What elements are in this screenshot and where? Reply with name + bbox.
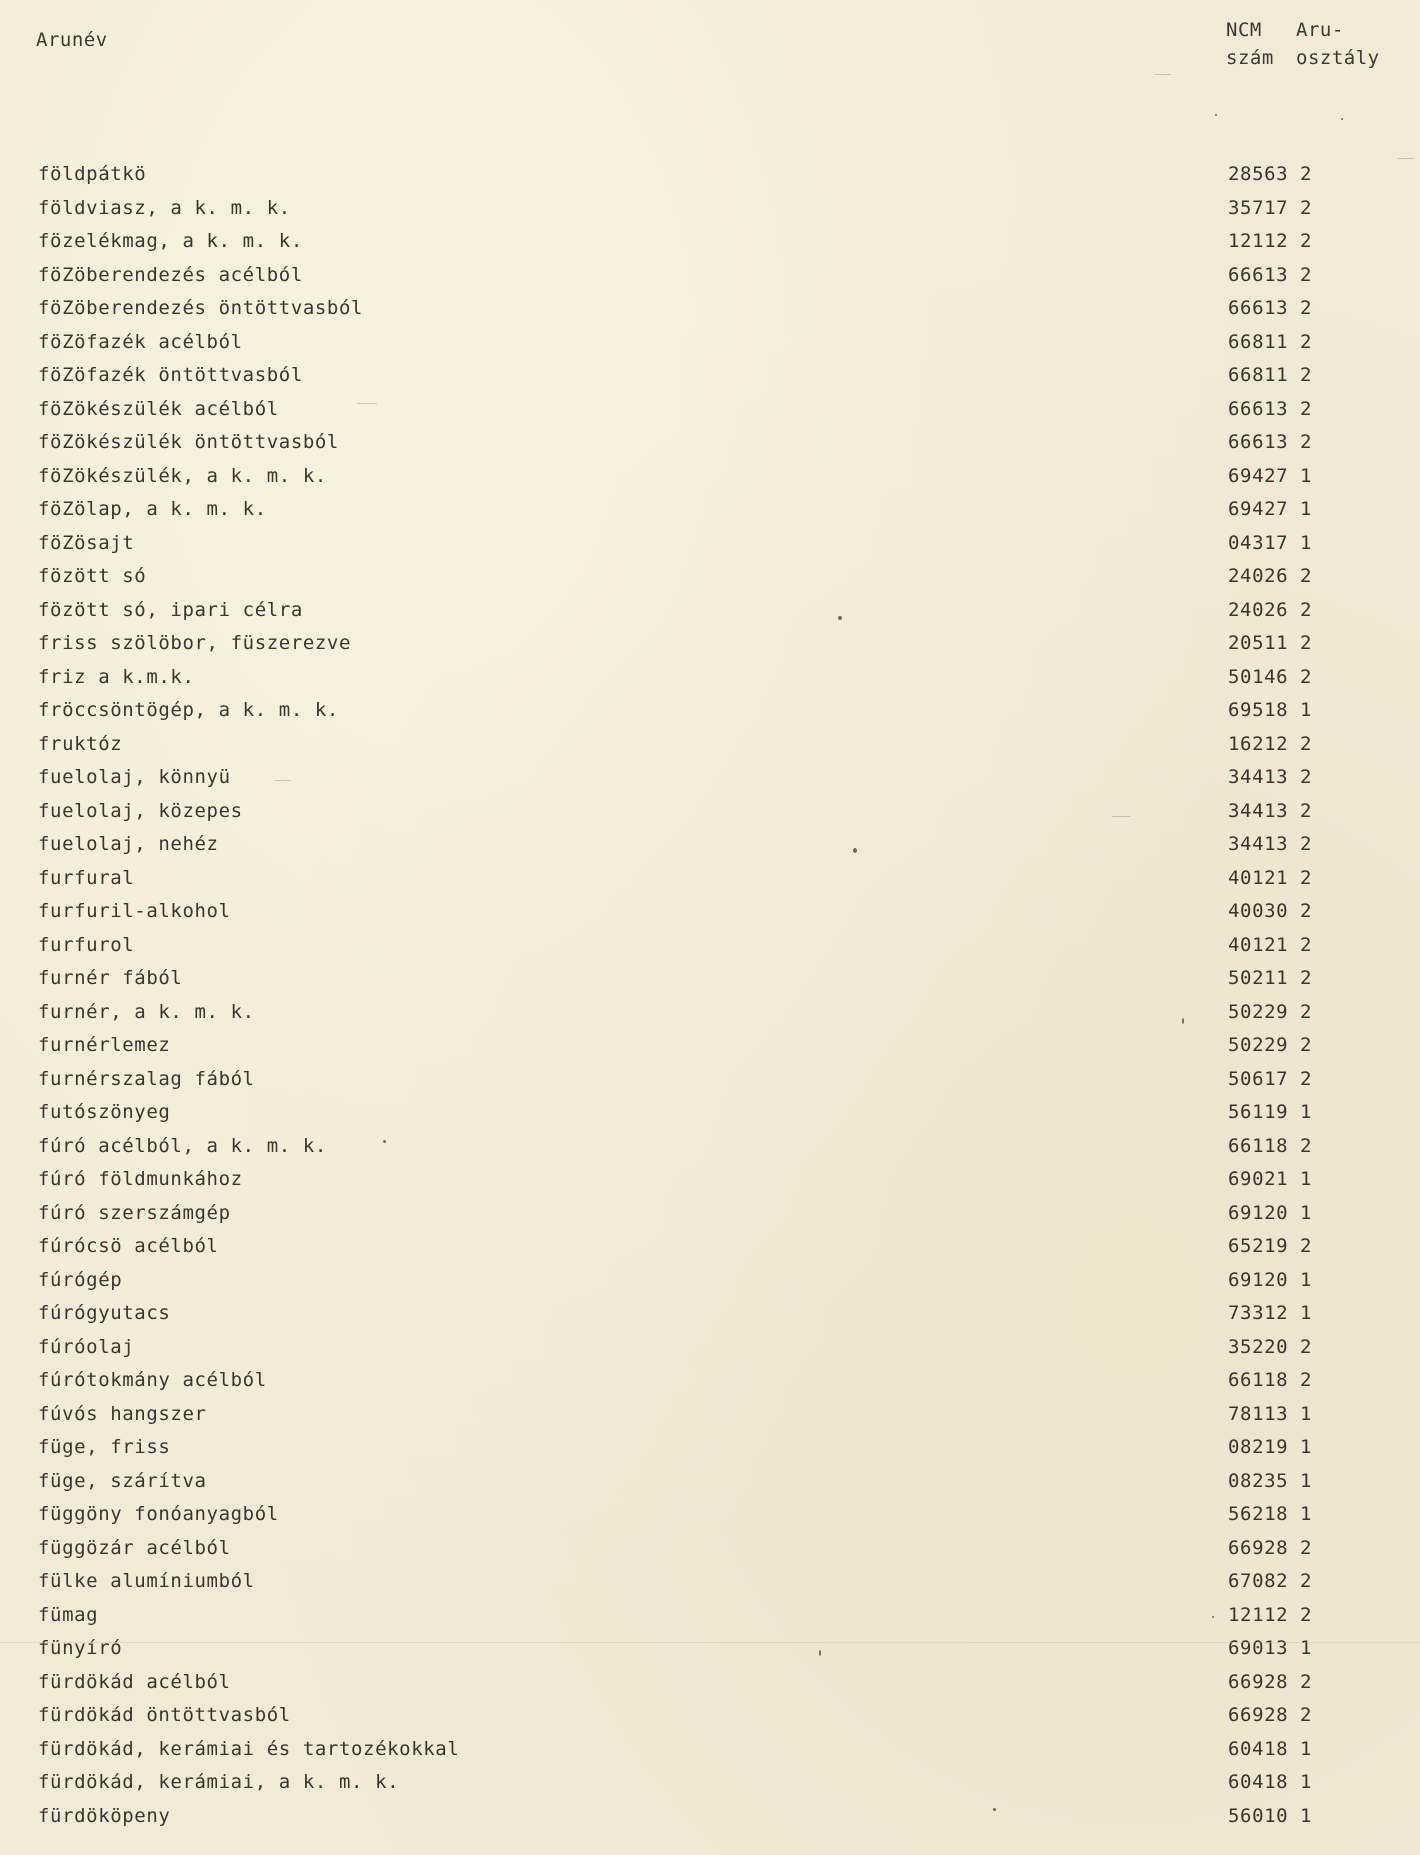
ncm-number: 66811 bbox=[1228, 364, 1289, 386]
table-row bbox=[0, 1498, 1420, 1532]
product-class: 1 bbox=[1300, 1302, 1313, 1324]
ncm-number: 66613 bbox=[1228, 397, 1289, 420]
ncm-number: 04317 bbox=[1228, 531, 1289, 554]
ncm-number: 20511 bbox=[1228, 632, 1289, 654]
product-class: 2 bbox=[1300, 565, 1313, 587]
product-name: füge, szárítva bbox=[38, 1469, 207, 1492]
product-class: 2 bbox=[1300, 833, 1313, 855]
ncm-number: 12112 bbox=[1228, 1603, 1289, 1626]
scan-smudge bbox=[1155, 74, 1171, 75]
product-name: fürdökád, kerámiai és tartozékokkal bbox=[38, 1737, 460, 1760]
product-name: futószönyeg bbox=[38, 1101, 171, 1123]
table-row bbox=[0, 158, 1420, 192]
table-row bbox=[0, 259, 1420, 293]
product-class: 2 bbox=[1300, 1034, 1313, 1056]
column-header-ncm-number: NCM szám bbox=[1226, 19, 1274, 69]
table-row bbox=[0, 326, 1420, 360]
table-row bbox=[0, 1197, 1420, 1231]
product-class: 2 bbox=[1300, 900, 1313, 922]
scan-smudge bbox=[357, 403, 377, 404]
table-row bbox=[0, 627, 1420, 661]
table-row bbox=[0, 1465, 1420, 1499]
product-name: furfuril-alkohol bbox=[38, 900, 231, 922]
scan-speck bbox=[1341, 118, 1343, 120]
table-row bbox=[0, 460, 1420, 494]
ncm-number: 56010 bbox=[1228, 1804, 1289, 1827]
product-class: 1 bbox=[1300, 1503, 1313, 1525]
table-row bbox=[0, 393, 1420, 427]
product-class: 2 bbox=[1300, 933, 1313, 956]
table-row bbox=[0, 1599, 1420, 1633]
ncm-number: 66613 bbox=[1228, 297, 1289, 319]
ncm-number: 50617 bbox=[1228, 1067, 1289, 1090]
table-row bbox=[0, 1565, 1420, 1599]
ncm-number: 40030 bbox=[1228, 900, 1289, 922]
table-row bbox=[0, 1666, 1420, 1700]
table-row bbox=[0, 1264, 1420, 1298]
product-name: föZöberendezés öntöttvasból bbox=[38, 297, 364, 319]
product-name: fúrógép bbox=[38, 1268, 123, 1291]
product-class: 2 bbox=[1300, 364, 1313, 386]
table-row bbox=[0, 1699, 1420, 1733]
product-name: függözár acélból bbox=[38, 1536, 231, 1559]
scan-speck bbox=[993, 1808, 996, 1811]
product-class: 2 bbox=[1300, 1335, 1313, 1358]
product-name: fröccsöntögép, a k. m. k. bbox=[38, 699, 339, 721]
product-name: fúró szerszámgép bbox=[38, 1201, 231, 1224]
product-name: fözelékmag, a k. m. k. bbox=[38, 230, 303, 252]
product-name: földviasz, a k. m. k. bbox=[38, 196, 291, 219]
product-class: 1 bbox=[1300, 1637, 1313, 1659]
product-class: 2 bbox=[1300, 866, 1313, 889]
product-class: 1 bbox=[1300, 1737, 1313, 1760]
product-class: 2 bbox=[1300, 732, 1313, 755]
column-header-name: Arunév bbox=[36, 29, 108, 51]
product-class: 2 bbox=[1300, 1670, 1313, 1693]
product-class: 2 bbox=[1300, 967, 1313, 989]
scan-speck bbox=[853, 848, 857, 853]
product-name: furnér fából bbox=[38, 967, 183, 989]
ncm-number: 34413 bbox=[1228, 799, 1289, 822]
product-name: föZölap, a k. m. k. bbox=[38, 498, 267, 520]
table-row bbox=[0, 1163, 1420, 1197]
product-name: fúró földmunkához bbox=[38, 1168, 243, 1190]
table-row bbox=[0, 527, 1420, 561]
product-name: föZöberendezés acélból bbox=[38, 263, 303, 286]
table-row bbox=[0, 828, 1420, 862]
ncm-number: 35717 bbox=[1228, 196, 1289, 219]
table-row bbox=[0, 1766, 1420, 1800]
table-row bbox=[0, 1130, 1420, 1164]
product-name: fuelolaj, nehéz bbox=[38, 833, 219, 855]
product-class: 1 bbox=[1300, 1771, 1313, 1793]
table-row bbox=[0, 895, 1420, 929]
product-class: 2 bbox=[1300, 598, 1313, 621]
scan-smudge bbox=[1398, 158, 1414, 159]
product-class: 2 bbox=[1300, 163, 1313, 185]
product-class: 2 bbox=[1300, 330, 1313, 353]
product-class: 2 bbox=[1300, 397, 1313, 420]
product-class: 1 bbox=[1300, 531, 1313, 554]
product-class: 1 bbox=[1300, 1402, 1313, 1425]
ncm-number: 56119 bbox=[1228, 1101, 1289, 1123]
product-class: 2 bbox=[1300, 1536, 1313, 1559]
table-row bbox=[0, 1398, 1420, 1432]
table-row bbox=[0, 359, 1420, 393]
product-list bbox=[0, 158, 1420, 1833]
ncm-number: 08235 bbox=[1228, 1469, 1289, 1492]
product-name: fülke alumíniumból bbox=[38, 1570, 255, 1592]
table-row bbox=[0, 1063, 1420, 1097]
ncm-number: 50229 bbox=[1228, 1000, 1289, 1023]
ncm-number: 50146 bbox=[1228, 665, 1289, 688]
scan-smudge bbox=[275, 780, 291, 781]
table-row bbox=[0, 694, 1420, 728]
product-name: furnérlemez bbox=[38, 1034, 171, 1056]
product-class: 1 bbox=[1300, 1101, 1313, 1123]
table-row bbox=[0, 426, 1420, 460]
table-row bbox=[0, 1733, 1420, 1767]
scan-speck bbox=[1215, 114, 1217, 116]
table-row bbox=[0, 1431, 1420, 1465]
product-class: 1 bbox=[1300, 498, 1313, 520]
product-name: fürdököpeny bbox=[38, 1804, 171, 1827]
table-row bbox=[0, 1364, 1420, 1398]
table-row bbox=[0, 594, 1420, 628]
scan-speck bbox=[838, 616, 842, 620]
ncm-number: 40121 bbox=[1228, 933, 1289, 956]
product-class: 2 bbox=[1300, 1369, 1313, 1391]
product-name: fözött só bbox=[38, 565, 147, 587]
product-name: föZösajt bbox=[38, 531, 135, 554]
product-class: 1 bbox=[1300, 1436, 1313, 1458]
ncm-number: 24026 bbox=[1228, 565, 1289, 587]
table-row bbox=[0, 728, 1420, 762]
table-row bbox=[0, 1096, 1420, 1130]
scan-smudge bbox=[0, 1642, 1420, 1643]
product-name: föZöfazék acélból bbox=[38, 330, 243, 353]
product-name: föZökészülék öntöttvasból bbox=[38, 431, 339, 453]
scan-smudge bbox=[1112, 816, 1130, 817]
product-name: fúróolaj bbox=[38, 1335, 135, 1358]
product-class: 2 bbox=[1300, 431, 1313, 453]
ncm-number: 34413 bbox=[1228, 766, 1289, 788]
ncm-number: 28563 bbox=[1228, 163, 1289, 185]
product-class: 1 bbox=[1300, 1201, 1313, 1224]
table-row bbox=[0, 1532, 1420, 1566]
product-name: friz a k.m.k. bbox=[38, 665, 195, 688]
product-class: 2 bbox=[1300, 1704, 1313, 1726]
product-class: 2 bbox=[1300, 766, 1313, 788]
ncm-number: 67082 bbox=[1228, 1570, 1289, 1592]
product-class: 2 bbox=[1300, 1570, 1313, 1592]
product-name: fruktóz bbox=[38, 732, 123, 755]
product-name: fürdökád, kerámiai, a k. m. k. bbox=[38, 1771, 400, 1793]
ncm-number: 66811 bbox=[1228, 330, 1289, 353]
product-name: fúvós hangszer bbox=[38, 1402, 207, 1425]
product-name: füge, friss bbox=[38, 1436, 171, 1458]
table-row bbox=[0, 1800, 1420, 1834]
table-row bbox=[0, 1230, 1420, 1264]
product-name: föZökészülék, a k. m. k. bbox=[38, 464, 327, 487]
scan-speck bbox=[1212, 1616, 1214, 1618]
column-header-product-class: Aru- osztály bbox=[1296, 19, 1380, 69]
scan-speck bbox=[1182, 1018, 1184, 1024]
product-name: fúrógyutacs bbox=[38, 1302, 171, 1324]
table-row bbox=[0, 862, 1420, 896]
product-name: friss szölöbor, füszerezve bbox=[38, 632, 352, 654]
ncm-number: 35220 bbox=[1228, 1335, 1289, 1358]
table-row bbox=[0, 292, 1420, 326]
ncm-number: 50211 bbox=[1228, 967, 1289, 989]
ncm-number: 66613 bbox=[1228, 263, 1289, 286]
ncm-number: 69427 bbox=[1228, 498, 1289, 520]
ncm-number: 69013 bbox=[1228, 1637, 1289, 1659]
product-class: 2 bbox=[1300, 196, 1313, 219]
ncm-number: 12112 bbox=[1228, 230, 1289, 252]
product-name: fúrótokmány acélból bbox=[38, 1369, 267, 1391]
ncm-number: 65219 bbox=[1228, 1235, 1289, 1257]
product-name: fümag bbox=[38, 1603, 99, 1626]
ncm-number: 34413 bbox=[1228, 833, 1289, 855]
product-class: 2 bbox=[1300, 1235, 1313, 1257]
ncm-number: 66118 bbox=[1228, 1369, 1289, 1391]
product-name: furfural bbox=[38, 866, 135, 889]
ncm-number: 66613 bbox=[1228, 431, 1289, 453]
product-class: 1 bbox=[1300, 699, 1313, 721]
product-name: furfurol bbox=[38, 933, 135, 956]
product-class: 1 bbox=[1300, 1168, 1313, 1190]
product-class: 2 bbox=[1300, 1000, 1313, 1023]
ncm-number: 66928 bbox=[1228, 1704, 1289, 1726]
table-row bbox=[0, 661, 1420, 695]
ncm-number: 24026 bbox=[1228, 598, 1289, 621]
table-row bbox=[0, 560, 1420, 594]
product-class: 2 bbox=[1300, 263, 1313, 286]
ncm-number: 69021 bbox=[1228, 1168, 1289, 1190]
ncm-number: 40121 bbox=[1228, 866, 1289, 889]
product-class: 1 bbox=[1300, 1804, 1313, 1827]
product-class: 2 bbox=[1300, 1603, 1313, 1626]
ncm-number: 69120 bbox=[1228, 1268, 1289, 1291]
ncm-number: 16212 bbox=[1228, 732, 1289, 755]
product-class: 2 bbox=[1300, 1067, 1313, 1090]
product-class: 2 bbox=[1300, 230, 1313, 252]
product-name: fúrócsö acélból bbox=[38, 1235, 219, 1257]
product-class: 2 bbox=[1300, 799, 1313, 822]
ncm-number: 66118 bbox=[1228, 1134, 1289, 1157]
table-row bbox=[0, 225, 1420, 259]
scan-speck bbox=[819, 1650, 821, 1656]
ncm-number: 78113 bbox=[1228, 1402, 1289, 1425]
product-class: 2 bbox=[1300, 1134, 1313, 1157]
product-class: 2 bbox=[1300, 665, 1313, 688]
product-name: furnér, a k. m. k. bbox=[38, 1000, 255, 1023]
ncm-number: 66928 bbox=[1228, 1670, 1289, 1693]
table-row bbox=[0, 761, 1420, 795]
table-row bbox=[0, 192, 1420, 226]
product-name: földpátkö bbox=[38, 163, 147, 185]
product-name: fuelolaj, közepes bbox=[38, 799, 243, 822]
table-row bbox=[0, 1632, 1420, 1666]
product-class: 2 bbox=[1300, 632, 1313, 654]
ncm-number: 69427 bbox=[1228, 464, 1289, 487]
ncm-number: 60418 bbox=[1228, 1737, 1289, 1760]
product-class: 1 bbox=[1300, 464, 1313, 487]
table-row bbox=[0, 795, 1420, 829]
ncm-number: 50229 bbox=[1228, 1034, 1289, 1056]
product-name: fözött só, ipari célra bbox=[38, 598, 303, 621]
product-class: 1 bbox=[1300, 1469, 1313, 1492]
ncm-number: 56218 bbox=[1228, 1503, 1289, 1525]
ncm-number: 08219 bbox=[1228, 1436, 1289, 1458]
product-name: fuelolaj, könnyü bbox=[38, 766, 231, 788]
table-row bbox=[0, 929, 1420, 963]
table-row bbox=[0, 493, 1420, 527]
product-name: furnérszalag fából bbox=[38, 1067, 255, 1090]
product-class: 2 bbox=[1300, 297, 1313, 319]
table-row bbox=[0, 996, 1420, 1030]
product-name: fünyíró bbox=[38, 1637, 123, 1659]
product-name: függöny fonóanyagból bbox=[38, 1503, 279, 1525]
ncm-number: 69120 bbox=[1228, 1201, 1289, 1224]
table-row bbox=[0, 1297, 1420, 1331]
table-row bbox=[0, 962, 1420, 996]
product-class: 1 bbox=[1300, 1268, 1313, 1291]
table-row bbox=[0, 1029, 1420, 1063]
product-name: fürdökád öntöttvasból bbox=[38, 1704, 291, 1726]
table-row bbox=[0, 1331, 1420, 1365]
ncm-number: 69518 bbox=[1228, 699, 1289, 721]
product-name: föZöfazék öntöttvasból bbox=[38, 364, 303, 386]
product-name: fürdökád acélból bbox=[38, 1670, 231, 1693]
ncm-number: 60418 bbox=[1228, 1771, 1289, 1793]
product-name: fúró acélból, a k. m. k. bbox=[38, 1134, 327, 1157]
product-name: föZökészülék acélból bbox=[38, 397, 279, 420]
scan-speck bbox=[383, 1140, 386, 1143]
ncm-number: 73312 bbox=[1228, 1302, 1289, 1324]
ncm-number: 66928 bbox=[1228, 1536, 1289, 1559]
